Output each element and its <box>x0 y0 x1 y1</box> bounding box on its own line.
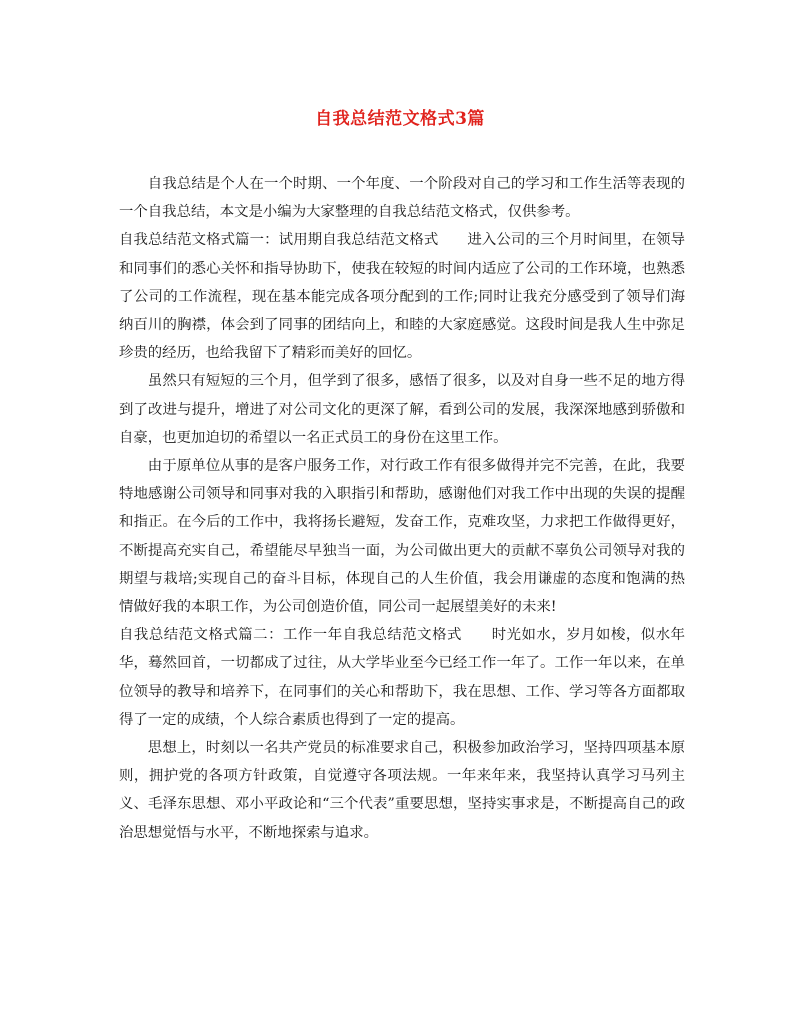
document-body <box>119 170 685 847</box>
paragraph-section-two: 自我总结范文格式篇二：工作一年自我总结范文格式 时光如水，岁月如梭，似水年华，蓦然回首，一切都成了过往，从大学毕业至今已经工作一年了。工作一年以来，在单位领导的教导和培养下，在同事们的关心和帮助下，我在思想、工作、学习等各方面都取得了一定的成绩，个人综合素质也得到了一定的提高。 <box>119 627 685 728</box>
paragraph-reflection: 虽然只有短短的三个月，但学到了很多，感悟了很多，以及对自身一些不足的地方得到了改进与提升，增进了对公司文化的更深了解，看到公司的发展，我深深地感到骄傲和自豪，也更加迫切的希望以一名正式员工的身份在这里工作。 <box>119 373 685 446</box>
paragraph-thanks: 由于原单位从事的是客户服务工作，对行政工作有很多做得并完不完善，在此，我要特地感谢公司领导和同事对我的入职指引和帮助，感谢他们对我工作中出现的失误的提醒和指正。在今后的工作中，我将扬长避短，发奋工作，克难攻坚，力求把工作做得更好，不断提高充实自己，希望能尽早独当一面，为公司做出更大的贡献不辜负公司领导对我的期望与栽培;实现自己的奋斗目标，体现自己的人生价值，我会用谦虚的态度和饱满的热情做好我的本职工作，为公司创造价值，同公司一起展望美好的未来! <box>119 458 685 616</box>
paragraph-section-one: 自我总结范文格式篇一：试用期自我总结范文格式 进入公司的三个月时间里，在领导和同事们的悉心关怀和指导协助下，使我在较短的时间内适应了公司的工作环境，也熟悉了公司的工作流程，现在基本能完成各项分配到的工作;同时让我充分感受到了领导们海纳百川的胸襟，体会到了同事的团结向上，和睦的大家庭感觉。这段时间是我人生中弥足珍贵的经历，也给我留下了精彩而美好的回忆。 <box>119 232 685 362</box>
document-title: 自我总结范文格式3篇 <box>315 109 485 129</box>
paragraph-intro: 自我总结是个人在一个时期、一个年度、一个阶段对自己的学习和工作生活等表现的一个自我总结，本文是小编为大家整理的自我总结范文格式，仅供参考。 <box>119 176 685 221</box>
paragraph-ideology: 思想上，时刻以一名共产党员的标准要求自己，积极参加政治学习，坚持四项基本原则，拥护党的各项方针政策，自觉遵守各项法规。一年来年来，我坚持认真学习马列主义、毛泽东思想、邓小平政论和“三个代表”重要思想，坚持实事求是，不断提高自己的政治思想觉悟与水平，不断地探索与追求。 <box>119 740 685 841</box>
